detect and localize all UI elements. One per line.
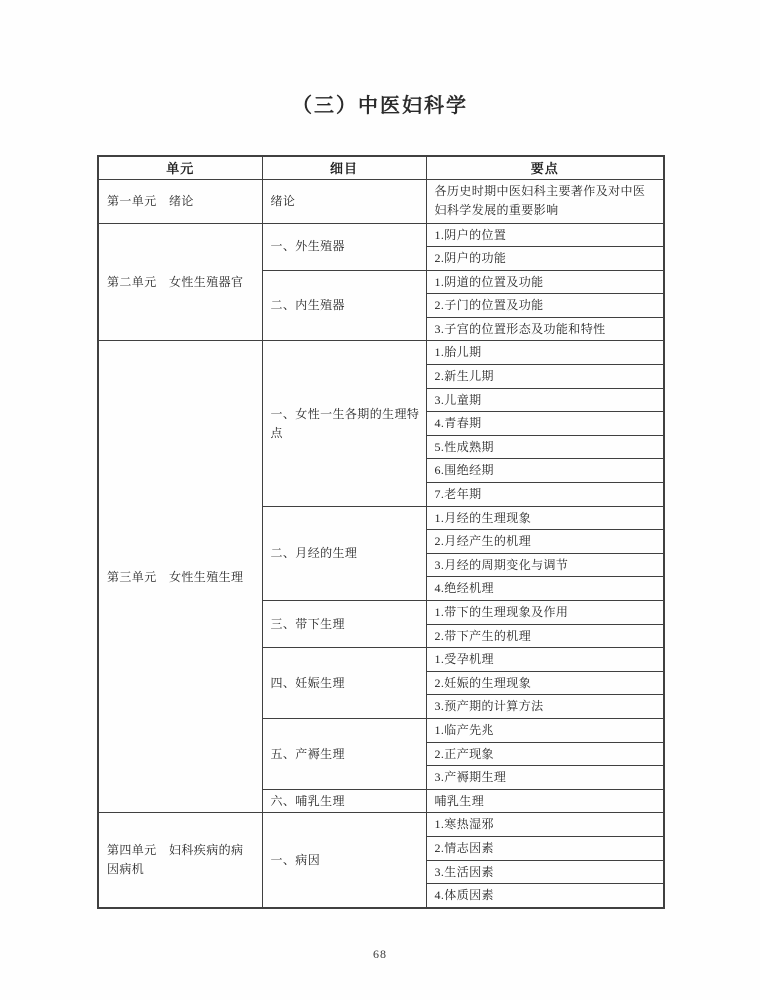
- point-cell: 2.妊娠的生理现象: [426, 671, 664, 695]
- point-cell: 4.体质因素: [426, 884, 664, 908]
- point-cell: 1.阴户的位置: [426, 223, 664, 247]
- unit-cell: 第四单元 妇科疾病的病因病机: [98, 813, 262, 908]
- point-cell: 2.正产现象: [426, 742, 664, 766]
- point-cell: 2.新生儿期: [426, 365, 664, 389]
- subitem-cell: 一、外生殖器: [262, 223, 426, 270]
- table-body: [98, 179, 664, 908]
- point-cell: 各历史时期中医妇科主要著作及对中医妇科学发展的重要影响: [426, 179, 664, 223]
- point-cell: 5.性成熟期: [426, 435, 664, 459]
- point-cell: 1.阴道的位置及功能: [426, 270, 664, 294]
- table-row: [98, 341, 664, 365]
- subitem-cell: 六、哺乳生理: [262, 789, 426, 813]
- unit-cell: 第三单元 女性生殖生理: [98, 341, 262, 813]
- point-cell: 2.带下产生的机理: [426, 624, 664, 648]
- point-cell: 3.产褥期生理: [426, 766, 664, 790]
- point-cell: 3.子宫的位置形态及功能和特性: [426, 317, 664, 341]
- unit-cell: 第二单元 女性生殖器官: [98, 223, 262, 341]
- point-cell: 4.青春期: [426, 412, 664, 436]
- table-row: [98, 223, 664, 247]
- point-cell: 1.受孕机理: [426, 648, 664, 672]
- table-row: [98, 179, 664, 223]
- point-cell: 1.寒热湿邪: [426, 813, 664, 837]
- table-header: [98, 156, 664, 179]
- header-cell-points: 要点: [426, 156, 664, 179]
- point-cell: 1.带下的生理现象及作用: [426, 601, 664, 625]
- point-cell: 3.儿童期: [426, 388, 664, 412]
- point-cell: 3.生活因素: [426, 860, 664, 884]
- subitem-cell: 五、产褥生理: [262, 718, 426, 789]
- syllabus-table: [97, 155, 665, 909]
- header-cell-subitem: 细目: [262, 156, 426, 179]
- subitem-cell: 二、内生殖器: [262, 270, 426, 341]
- subitem-cell: 绪论: [262, 179, 426, 223]
- subitem-cell: 一、女性一生各期的生理特点: [262, 341, 426, 506]
- point-cell: 3.预产期的计算方法: [426, 695, 664, 719]
- subitem-cell: 四、妊娠生理: [262, 648, 426, 719]
- point-cell: 1.临产先兆: [426, 718, 664, 742]
- subitem-cell: 二、月经的生理: [262, 506, 426, 600]
- header-cell-unit: 单元: [98, 156, 262, 179]
- point-cell: 4.绝经机理: [426, 577, 664, 601]
- point-cell: 7.老年期: [426, 483, 664, 507]
- unit-cell: 第一单元 绪论: [98, 179, 262, 223]
- point-cell: 2.阴户的功能: [426, 247, 664, 271]
- point-cell: 1.胎儿期: [426, 341, 664, 365]
- point-cell: 1.月经的生理现象: [426, 506, 664, 530]
- subitem-cell: 三、带下生理: [262, 601, 426, 648]
- header-row: [98, 156, 664, 179]
- point-cell: 6.围绝经期: [426, 459, 664, 483]
- page-number: 68: [373, 947, 387, 961]
- point-cell: 2.情志因素: [426, 836, 664, 860]
- point-cell: 3.月经的周期变化与调节: [426, 553, 664, 577]
- point-cell: 2.子门的位置及功能: [426, 294, 664, 318]
- page-title: （三）中医妇科学: [292, 95, 468, 117]
- subitem-cell: 一、病因: [262, 813, 426, 908]
- point-cell: 2.月经产生的机理: [426, 530, 664, 554]
- table-row: [98, 813, 664, 837]
- point-cell: 哺乳生理: [426, 789, 664, 813]
